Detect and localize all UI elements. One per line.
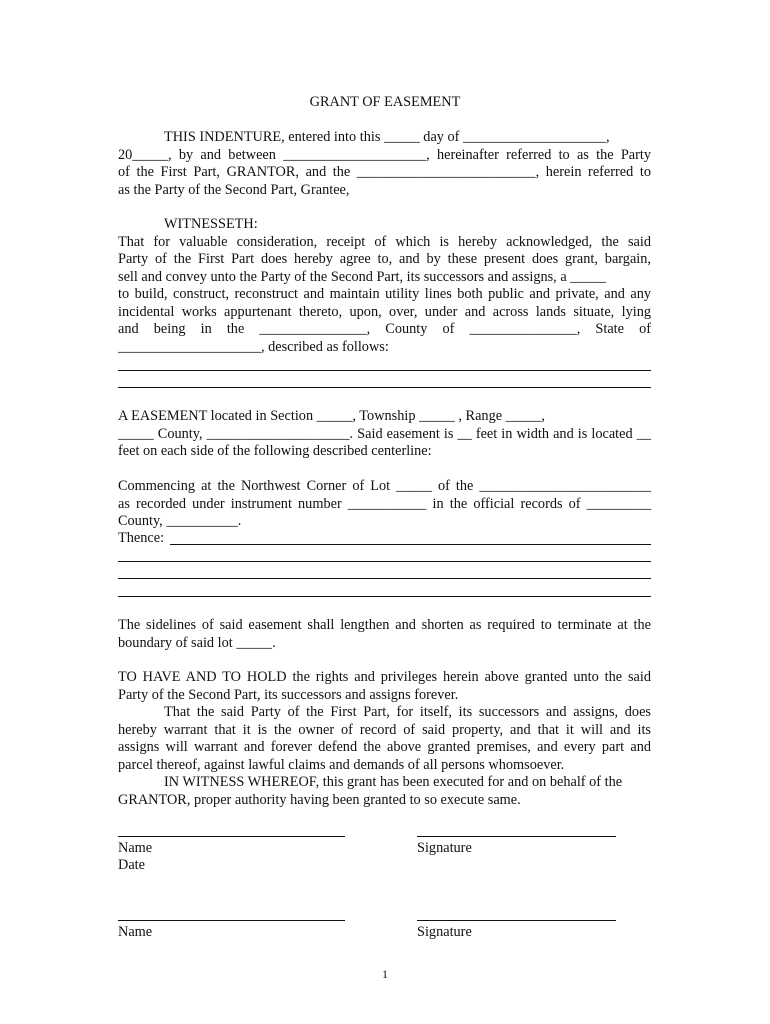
centerline-rule-2 [118,578,651,579]
page-number: 1 [382,967,388,981]
witnesseth-line-2: Party of the First Part does hereby agree to, and by these present does grant, bargain, [118,251,651,267]
sidelines-line-1: The sidelines of said easement shall lengthen and shorten as required to terminate at the [118,617,651,633]
name-label-1: Name [118,840,153,856]
warranty-line-2: hereby warrant that it is the owner of record of said property, and that it will and its [118,722,651,738]
name-label-2: Name [118,924,153,940]
sidelines-line-2: boundary of said lot _____. [118,635,276,651]
witnesseth-line-1: That for valuable consideration, receipt of which is hereby acknowledged, the said [118,234,651,250]
witnesseth-heading: WITNESSETH: [164,216,258,232]
signature-label-1: Signature [417,840,472,856]
intro-line-1: THIS INDENTURE, entered into this _____ day of ____________________, [164,129,610,145]
date-label-1: Date [118,857,145,873]
signature-line-1 [417,836,616,837]
commencing-line-3: County, __________. [118,513,242,529]
description-rule-1 [118,370,651,371]
commencing-line-2: as recorded under instrument number ___________ in the official records of _________ [118,496,651,512]
easement-line-2: _____ County, ____________________. Said easement is __ feet in width and is located __ [118,426,651,442]
commencing-line-1: Commencing at the Northwest Corner of Lot _____ of the ________________________ [118,478,651,494]
intro-line-3: of the First Part, GRANTOR, and the _________________________, herein referred to [118,164,651,180]
name-line-2 [118,920,345,921]
witnesseth-line-6: and being in the _______________, County of _______________, State of [118,321,651,337]
habendum-line-2: Party of the Second Part, its successors and assigns forever. [118,687,459,703]
name-line-1 [118,836,345,837]
thence-label: Thence: [118,530,165,546]
habendum-line-1: TO HAVE AND TO HOLD the rights and privileges herein above granted unto the said [118,669,651,685]
witnesseth-line-4: to build, construct, reconstruct and maintain utility lines both public and private, and any [118,286,651,302]
witness-line-1: IN WITNESS WHEREOF, this grant has been executed for and on behalf of the [164,774,623,790]
thence-rule [170,544,651,545]
centerline-rule-1 [118,561,651,562]
easement-line-1: A EASEMENT located in Section _____, Township _____ , Range _____, [118,408,545,424]
warranty-line-4: parcel thereof, against lawful claims and demands of all persons whomsoever. [118,757,565,773]
easement-line-3: feet on each side of the following described centerline: [118,443,432,459]
intro-line-2: 20_____, by and between ____________________, hereinafter referred to as the Party [118,147,651,163]
signature-label-2: Signature [417,924,472,940]
witnesseth-line-7: ____________________, described as follows: [118,339,389,355]
warranty-line-1: That the said Party of the First Part, for itself, its successors and assigns, does [164,704,651,720]
centerline-rule-3 [118,596,651,597]
intro-line-4: as the Party of the Second Part, Grantee, [118,182,350,198]
witness-line-2: GRANTOR, proper authority having been granted to so execute same. [118,792,521,808]
signature-line-2 [417,920,616,921]
witnesseth-line-5: incidental works appurtenant thereto, upon, over, under and across lands situate, lying [118,304,651,320]
witnesseth-line-3: sell and convey unto the Party of the Second Part, its successors and assigns, a _____ [118,269,606,285]
document-title: GRANT OF EASEMENT [309,94,461,110]
warranty-line-3: assigns will warrant and forever defend the above granted premises, and every part and [118,739,651,755]
description-rule-2 [118,387,651,388]
